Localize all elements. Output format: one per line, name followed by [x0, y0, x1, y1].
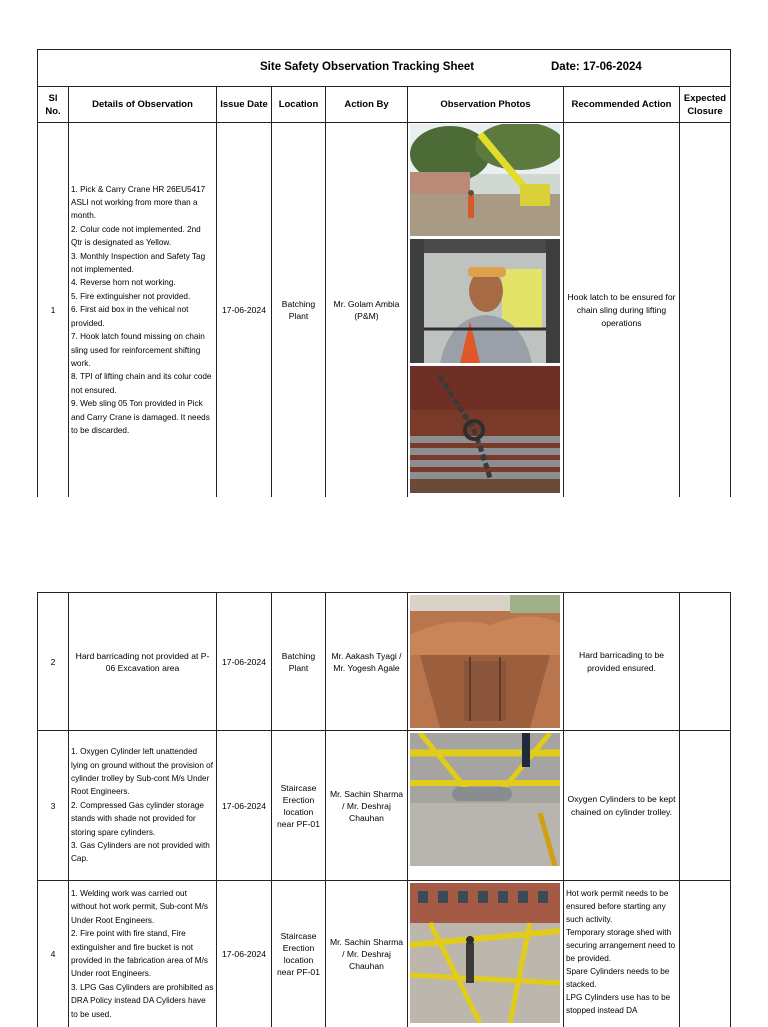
title-bar — [38, 50, 731, 87]
row-location: Batching Plant — [272, 123, 326, 498]
col-header-location: Location — [272, 87, 326, 123]
detail-item: 1. Oxygen Cylinder left unattended lying on ground without the provision of cylinder trolley by Sub-cont M/s Under Root Engineers. — [71, 747, 214, 797]
row-location: Batching Plant — [272, 593, 326, 731]
sheet-page-2 — [37, 592, 730, 1027]
row-photos — [408, 593, 564, 731]
row-details — [69, 881, 217, 1027]
col-header-action-by: Action By — [326, 87, 408, 123]
recommended-item: Spare Cylinders needs to be stacked. — [566, 967, 670, 989]
table-row — [38, 593, 731, 731]
row-expected-closure — [680, 731, 731, 881]
col-header-expected-closure: Expected Closure — [680, 87, 731, 123]
observation-table-bottom — [37, 592, 731, 1027]
header-row — [38, 87, 731, 123]
observation-photo-crane — [410, 124, 560, 236]
row-recommended: Hook latch to be ensured for chain sling during lifting operations — [564, 123, 680, 498]
sheet-title: Site Safety Observation Tracking Sheet — [260, 61, 475, 73]
table-row — [38, 123, 731, 498]
row-expected-closure — [680, 881, 731, 1027]
observation-photo-welding-area — [410, 883, 560, 1023]
detail-item: 2. Compressed Gas cylinder storage stands with shade not provided for storing spare cylinders. — [71, 800, 204, 837]
detail-item: 5. Fire extinguisher not provided. — [71, 291, 191, 301]
detail-item: 3. Monthly Inspection and Safety Tag not implemented. — [71, 251, 206, 275]
row-photos — [408, 123, 564, 498]
row-issue-date: 17-06-2024 — [217, 881, 272, 1027]
row-action-by: Mr. Golam Ambia (P&M) — [326, 123, 408, 498]
row-issue-date: 17-06-2024 — [217, 123, 272, 498]
sheet-page-1 — [37, 49, 730, 497]
row-issue-date: 17-06-2024 — [217, 731, 272, 881]
row-details — [69, 123, 217, 498]
row-sl: 4 — [38, 881, 69, 1027]
row-location: Staircase Erection location near PF-01 — [272, 731, 326, 881]
detail-item: 6. First aid box in the vehical not provided. — [71, 305, 189, 328]
observation-photo-chain-sling — [410, 366, 560, 493]
observation-table-top — [37, 49, 731, 497]
row-photos — [408, 881, 564, 1027]
col-header-photos: Observation Photos — [408, 87, 564, 123]
detail-item: 9. Web sling 05 Ton provided in Pick and Carry Crane is damaged. It needs to be discarded. — [71, 399, 210, 435]
detail-item: 7. Hook latch found missing on chain sling used for reinforcement shifting work. — [71, 332, 205, 368]
observation-photo-operator — [410, 239, 560, 363]
col-header-details: Details of Observation — [69, 87, 217, 123]
row-location: Staircase Erection location near PF-01 — [272, 881, 326, 1027]
detail-item: 3. Gas Cylinders are not provided with Cap. — [71, 841, 210, 864]
row-sl: 2 — [38, 593, 69, 731]
table-row — [38, 881, 731, 1027]
row-details — [69, 731, 217, 881]
row-recommended: Hard barricading to be provided ensured. — [564, 593, 680, 731]
row-recommended — [564, 881, 680, 1027]
detail-item: 8. TPI of lifting chain and its colur code not ensured. — [71, 372, 212, 395]
detail-item: 2. Fire point with fire stand, Fire extinguisher and fire bucket is not provided in the fabrication area of M/s Under root Engineers. — [71, 929, 208, 979]
detail-item: 1. Welding work was carried out without hot work permit, Sub-cont M/s Under Root Engineers. — [71, 889, 208, 925]
row-action-by: Mr. Aakash Tyagi / Mr. Yogesh Agale — [326, 593, 408, 731]
row-recommended: Oxygen Cylinders to be kept chained on cylinder trolley. — [564, 731, 680, 881]
row-action-by: Mr. Sachin Sharma / Mr. Deshraj Chauhan — [326, 881, 408, 1027]
row-expected-closure — [680, 123, 731, 498]
detail-item: 3. LPG Gas Cylinders are prohibited as DRA Policy instead DA Cyliders have to be used. — [71, 982, 214, 1019]
detail-item: 1. Pick & Carry Crane HR 26EU5417 ASLI not working from more than a month. — [71, 184, 206, 221]
col-header-sl: Sl No. — [38, 87, 69, 123]
row-issue-date: 17-06-2024 — [217, 593, 272, 731]
col-header-issue-date: Issue Date — [217, 87, 272, 123]
row-expected-closure — [680, 593, 731, 731]
sheet-date: Date: 17-06-2024 — [551, 61, 642, 73]
row-sl: 3 — [38, 731, 69, 881]
detail-item: 4. Reverse horn not working. — [71, 278, 176, 288]
row-action-by: Mr. Sachin Sharma / Mr. Deshraj Chauhan — [326, 731, 408, 881]
recommended-item: Temporary storage shed with securing arrangement need to be provided. — [566, 928, 676, 963]
row-sl: 1 — [38, 123, 69, 498]
detail-item: 2. Colur code not implemented. 2nd Qtr is designated as Yellow. — [71, 224, 201, 248]
col-header-recommended: Recommended Action — [564, 87, 680, 123]
row-photos — [408, 731, 564, 881]
recommended-item: LPG Cylinders use has to be stopped instead DA — [566, 993, 671, 1015]
row-details: Hard barricading not provided at P-06 Excavation area — [69, 593, 217, 731]
observation-photo-oxygen-cylinder — [410, 733, 560, 866]
recommended-item: Hot work permit needs to be ensured before starting any such activity. — [566, 889, 669, 924]
observation-photo-excavation — [410, 595, 560, 728]
table-row — [38, 731, 731, 881]
